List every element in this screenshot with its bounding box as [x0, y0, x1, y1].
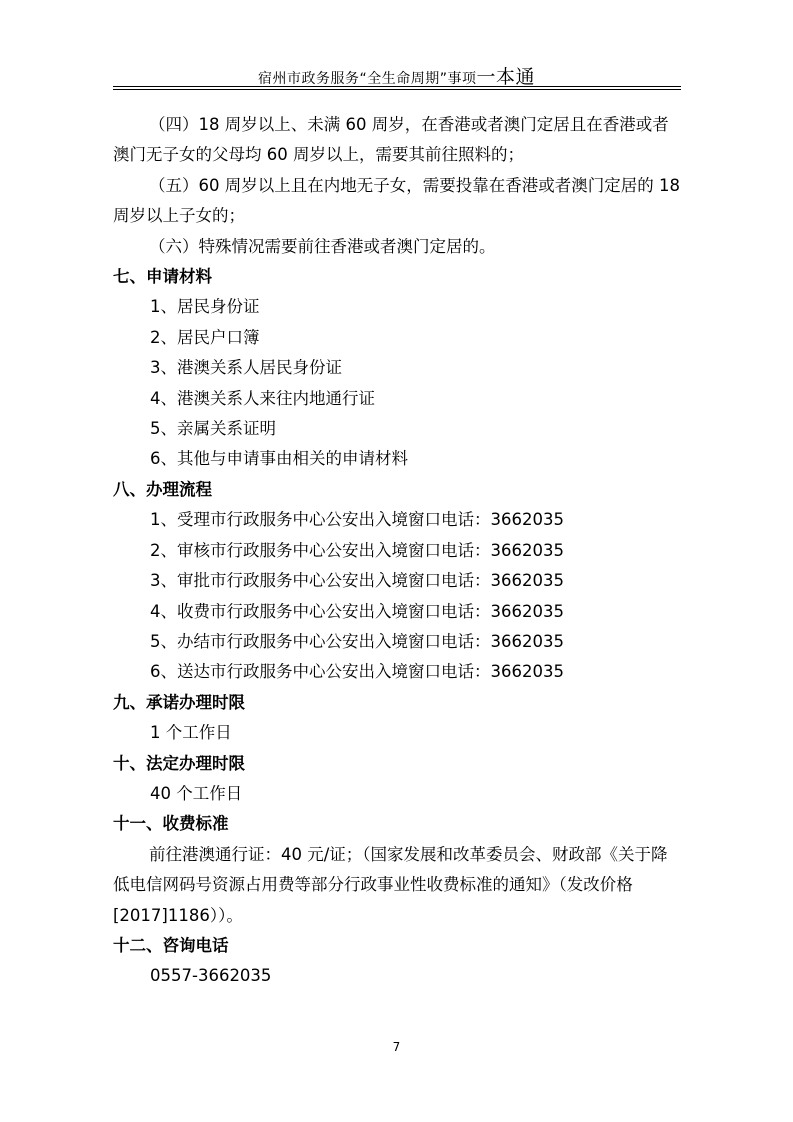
condition-6: （六）特殊情况需要前往香港或者澳门定居的。 [149, 236, 496, 256]
header-title: 宿州市政务服务“全生命周期”事项 [257, 71, 477, 87]
process-step: 6、送达市行政服务中心公安出入境窗口电话：3662035 [150, 662, 564, 682]
material-item: 2、居民户口簿 [150, 327, 260, 347]
material-item: 5、亲属关系证明 [150, 419, 276, 439]
contact-phone: 0557-3662035 [150, 966, 272, 986]
material-item: 4、港澳关系人来往内地通行证 [150, 388, 375, 408]
fee-standard-text: 前往港澳通行证：40 元/证；（国家发展和改革委员会、财政部《关于降低电信网码号资源占用费等部分行政事业性收费标准的通知》（发改价格[2017]1186））。 [113, 844, 668, 925]
header-rule-thin [113, 86, 681, 87]
header-rule-thick [113, 89, 681, 90]
section-heading-contact: 十二、咨询电话 [113, 935, 229, 955]
section-heading-materials: 七、申请材料 [113, 267, 212, 287]
material-item: 1、居民身份证 [150, 297, 260, 317]
material-item: 6、其他与申请事由相关的申请材料 [150, 449, 408, 469]
section-heading-process: 八、办理流程 [113, 479, 212, 499]
section-heading-fees: 十一、收费标准 [113, 814, 229, 834]
running-header [0, 62, 793, 89]
document-body [113, 110, 683, 992]
process-step: 2、审核市行政服务中心公安出入境窗口电话：3662035 [150, 540, 564, 560]
process-step: 4、收费市行政服务中心公安出入境窗口电话：3662035 [150, 601, 564, 621]
material-item: 3、港澳关系人居民身份证 [150, 358, 342, 378]
promised-time-value: 1 个工作日 [150, 723, 232, 743]
section-heading-legal-time: 十、法定办理时限 [113, 753, 245, 773]
legal-time-value: 40 个工作日 [150, 783, 243, 803]
process-step: 1、受理市行政服务中心公安出入境窗口电话：3662035 [150, 510, 564, 530]
condition-5: （五）60 周岁以上且在内地无子女，需要投靠在香港或者澳门定居的 18 周岁以上子女的； [113, 175, 680, 226]
section-heading-promised-time: 九、承诺办理时限 [113, 692, 245, 712]
condition-4: （四）18 周岁以上、未满 60 周岁，在香港或者澳门定居且在香港或者澳门无子女的父母均 60 周岁以上，需要其前往照料的； [113, 115, 669, 165]
process-step: 3、审批市行政服务中心公安出入境窗口电话：3662035 [150, 571, 564, 591]
process-step: 5、办结市行政服务中心公安出入境窗口电话：3662035 [150, 631, 564, 651]
header-title-emphasis: 一本通 [476, 66, 536, 88]
page-number: 7 [392, 1040, 401, 1054]
